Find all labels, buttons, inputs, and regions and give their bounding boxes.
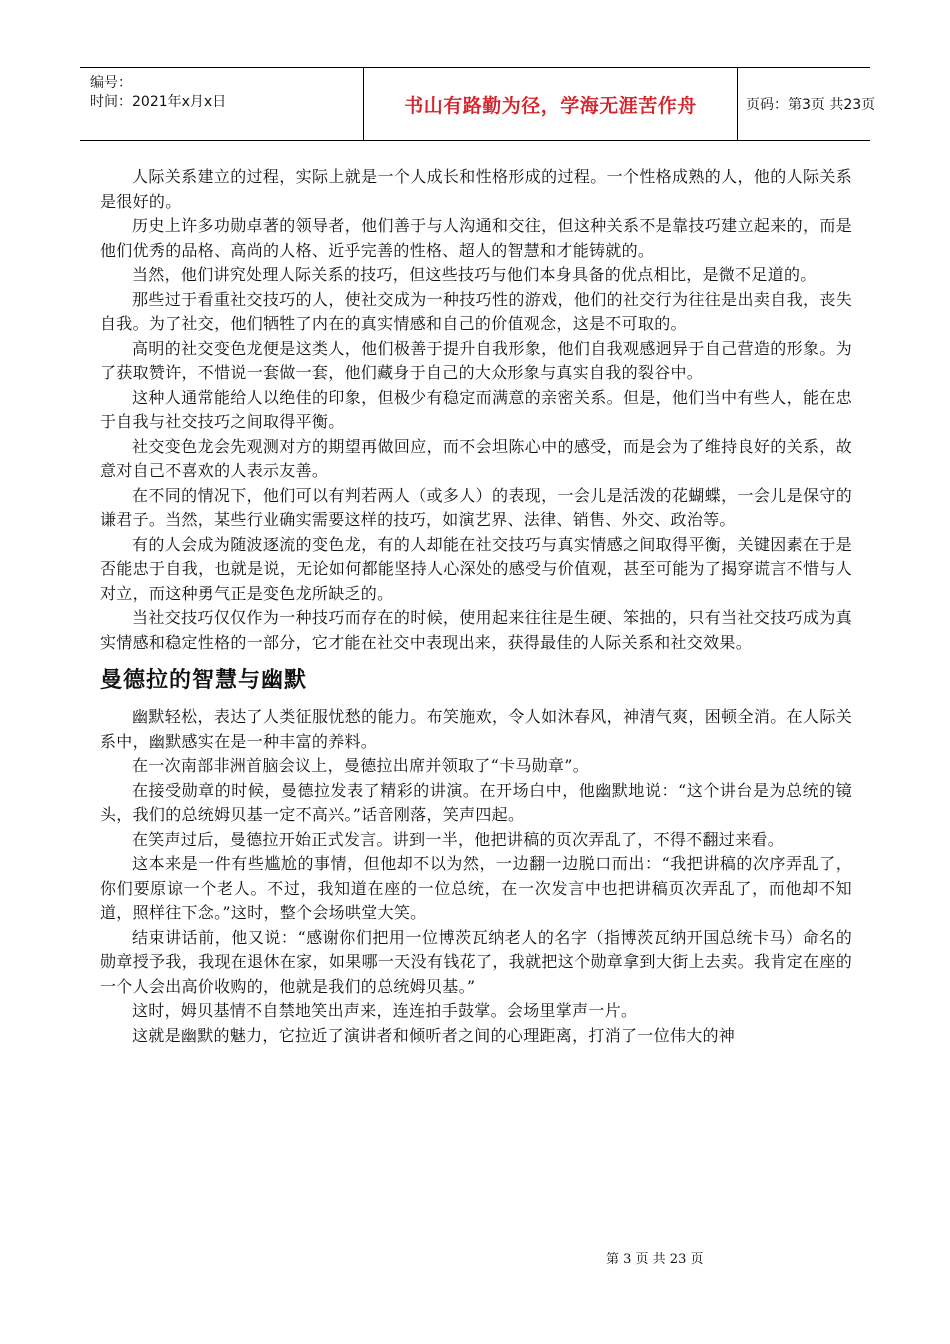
paragraph: 当然，他们讲究处理人际关系的技巧，但这些技巧与他们本身具备的优点相比，是微不足道的。 bbox=[132, 265, 817, 284]
document-date: 时间：2021年x月x日 bbox=[90, 94, 227, 110]
paragraph: 在接受勋章的时候，曼德拉发表了精彩的讲演。在开场白中，他幽默地说：“这个讲台是为总统的镜头，我们的总统姆贝基一定不高兴。”话音刚落，笑声四起。 bbox=[100, 780, 852, 824]
article-social-skills bbox=[100, 165, 852, 655]
header-meta bbox=[90, 74, 290, 112]
paragraph: 当社交技巧仅仅作为一种技巧而存在的时候，使用起来往往是生硬、笨拙的，只有当社交技巧成为真实情感和稳定性格的一部分，它才能在社交中表现出来，获得最佳的人际关系和社交效果。 bbox=[100, 608, 852, 652]
paragraph: 在不同的情况下，他们可以有判若两人（或多人）的表现，一会儿是活泼的花蝴蝶，一会儿是保守的谦君子。当然，某些行业确实需要这样的技巧，如演艺界、法律、销售、外交、政治等。 bbox=[100, 485, 852, 529]
paragraph: 那些过于看重社交技巧的人，使社交成为一种技巧性的游戏，他们的社交行为往往是出卖自我，丧失自我。为了社交，他们牺牲了内在的真实情感和自己的价值观念，这是不可取的。 bbox=[100, 289, 852, 333]
section-heading: 曼德拉的智慧与幽默 bbox=[100, 668, 308, 693]
paragraph: 这时，姆贝基情不自禁地笑出声来，连连拍手鼓掌。会场里掌声一片。 bbox=[132, 1001, 638, 1020]
paragraph: 幽默轻松，表达了人类征服忧愁的能力。布笑施欢，令人如沐春风，神清气爽，困顿全消。在人际关系中，幽默感实在是一种丰富的养料。 bbox=[100, 707, 852, 751]
paragraph: 结束讲话前，他又说：“感谢你们把用一位博茨瓦纳老人的名字（指博茨瓦纳开国总统卡马）命名的勋章授予我，我现在退休在家，如果哪一天没有钱花了，我就把这个勋章拿到大街上去卖。我肯定在座的一个人会出高价收购的，他就是我们的总统姆贝基。” bbox=[100, 927, 852, 996]
paragraph: 在笑声过后，曼德拉开始正式发言。讲到一半，他把讲稿的页次弄乱了，不得不翻过来看。 bbox=[132, 829, 785, 849]
header-page-info: 页码：第3页 共23页 bbox=[746, 97, 876, 113]
page-footer: 第 3 页 共 23 页 bbox=[606, 1252, 704, 1267]
article-mandela-humor bbox=[100, 705, 852, 1048]
paragraph: 这本来是一件有些尴尬的事情，但他却不以为然，一边翻一边脱口而出：“我把讲稿的次序弄乱了，你们要原谅一个老人。不过，我知道在座的一位总统，在一次发言中也把讲稿页次弄乱了，而他却不知道，照样往下念。”这时，整个会场哄堂大笑。 bbox=[100, 854, 852, 922]
paragraph: 有的人会成为随波逐流的变色龙，有的人却能在社交技巧与真实情感之间取得平衡，关键因素在于是否能忠于自我，也就是说，无论如何都能坚持人心深处的感受与价值观，甚至可能为了揭穿谎言不惜与人对立，而这种勇气正是变色龙所缺乏的。 bbox=[100, 534, 852, 603]
paragraph: 高明的社交变色龙便是这类人，他们极善于提升自我形象，他们自我观感迥异于自己营造的形象。为了获取赞许，不惜说一套做一套，他们藏身于自己的大众形象与真实自我的裂谷中。 bbox=[100, 338, 852, 382]
document-body bbox=[100, 165, 852, 1048]
page-header bbox=[80, 67, 876, 141]
paragraph: 在一次南部非洲首脑会议上，曼德拉出席并领取了“卡马勋章”。 bbox=[132, 756, 590, 775]
paragraph: 这就是幽默的魅力，它拉近了演讲者和倾听者之间的心理距离，打消了一位伟大的神 bbox=[132, 1025, 736, 1045]
paragraph: 人际关系建立的过程，实际上就是一个人成长和性格形成的过程。一个性格成熟的人，他的人际关系是很好的。 bbox=[100, 167, 852, 211]
paragraph: 社交变色龙会先观测对方的期望再做回应，而不会坦陈心中的感受，而是会为了维持良好的关系，故意对自己不喜欢的人表示友善。 bbox=[100, 436, 852, 480]
document-number: 编号： bbox=[90, 75, 132, 91]
paragraph: 这种人通常能给人以绝佳的印象，但极少有稳定而满意的亲密关系。但是，他们当中有些人，能在忠于自我与社交技巧之间取得平衡。 bbox=[100, 387, 852, 431]
header-motto: 书山有路勤为径，学海无涯苦作舟 bbox=[363, 68, 738, 140]
paragraph: 历史上许多功勋卓著的领导者，他们善于与人沟通和交往，但这种关系不是靠技巧建立起来的，而是他们优秀的品格、高尚的人格、近乎完善的性格、超人的智慧和才能铸就的。 bbox=[100, 216, 852, 260]
